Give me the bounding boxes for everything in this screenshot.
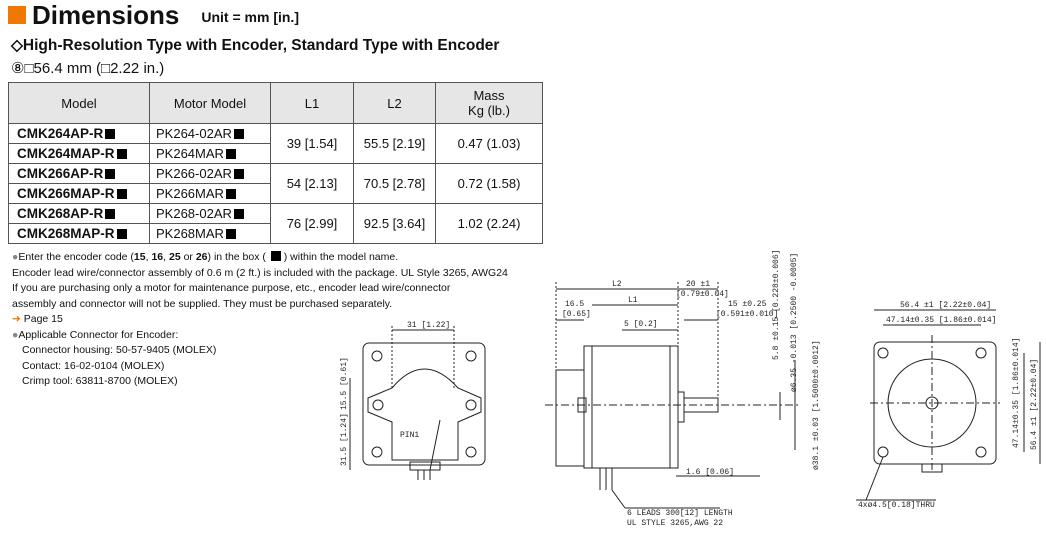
mounting-hole (878, 447, 888, 457)
dim-label: 56.4 ±1 [2.22±0.04] (900, 301, 992, 310)
note-encoder-code: ●Enter the encoder code (15, 16, 25 or 26) in the box ( ) within the model name. (12, 251, 399, 263)
encoder-body (556, 370, 584, 466)
dim-label: 31.5 [1.24] (340, 413, 349, 466)
holes-label: 4xø4.5[0.18]THRU (858, 501, 935, 510)
l1-cell: 39 [1.54] (271, 124, 354, 164)
dim-label: 16.5 (565, 300, 585, 309)
col-l2: L2 (354, 83, 436, 124)
dim-label: 15.5 [0.61] (340, 357, 349, 410)
note-purchase-1: If you are purchasing only a motor for maintenance purpose, etc., encoder lead wire/connector (12, 282, 451, 294)
mass-cell: 0.47 (1.03) (436, 124, 543, 164)
dim-label: [0.65] (562, 310, 591, 319)
col-model: Model (9, 83, 150, 124)
connector-crimp-tool: Crimp tool: 63811-8700 (MOLEX) (22, 375, 178, 387)
mounting-hole (466, 351, 476, 361)
mounting-hole (878, 348, 888, 358)
motor-cell: PK264MAR (150, 144, 271, 164)
mass-cell: 1.02 (2.24) (436, 204, 543, 244)
dim-label: L2 (612, 280, 622, 289)
dim-label: 5 [0.2] (624, 320, 658, 329)
arrow-right-icon: ➜ (12, 313, 21, 325)
col-l1: L1 (271, 83, 354, 124)
rear-flange (363, 343, 485, 465)
pin-label: PIN1 (400, 431, 420, 440)
l2-cell: 70.5 [2.78] (354, 164, 436, 204)
col-motor-model: Motor Model (150, 83, 271, 124)
page-title: Dimensions (32, 0, 180, 30)
dim-label: ø38.1 ±0.03 [1.5000±0.0012] (812, 340, 821, 470)
leader-line (866, 457, 883, 500)
motor-cell: PK266MAR (150, 184, 271, 204)
motor-cell: PK266-02AR (150, 164, 271, 184)
model-cell: CMK264AP-R (9, 124, 150, 144)
dim-label: 20 ±1 (686, 280, 711, 289)
side-view (545, 250, 821, 528)
model-cell: CMK266MAP-R (9, 184, 150, 204)
mounting-hole (372, 447, 382, 457)
dim-label: 31 [1.22] (407, 321, 451, 330)
model-cell: CMK268MAP-R (9, 224, 150, 244)
mounting-hole (372, 351, 382, 361)
encoder-housing (368, 369, 481, 460)
page-link[interactable]: ➜ Page 15 (12, 313, 63, 325)
l1-cell: 76 [2.99] (271, 204, 354, 244)
frame-size-label: ⑧□56.4 mm (□2.22 in.) (11, 60, 165, 77)
l1-cell: 54 [2.13] (271, 164, 354, 204)
dim-label: 1.6 [0.06] (686, 468, 735, 477)
l2-cell: 55.5 [2.19] (354, 124, 436, 164)
note-purchase-2: assembly and connector will not be supplied. They must be purchased separately. (12, 297, 393, 310)
screw-icon (466, 400, 476, 410)
pilot (678, 392, 684, 422)
leads-label: 6 LEADS 300[12] LENGTH (627, 509, 733, 518)
mounting-hole (976, 348, 986, 358)
dim-label: 5.8 ±0.15 [0.228±0.006] (772, 249, 781, 360)
model-cell: CMK264MAP-R (9, 144, 150, 164)
dim-label: ø6.35 -0.013 [0.2500 -0.0005] (790, 252, 799, 392)
dim-label: [0.591±0.010] (716, 310, 779, 319)
bullet-icon: ● (12, 328, 19, 341)
l2-cell: 92.5 [3.64] (354, 204, 436, 244)
dim-label: 47.14±0.35 [1.86±0.014] (1012, 337, 1021, 448)
mounting-hole (466, 447, 476, 457)
connector-housing: Connector housing: 50-57-9405 (MOLEX) (22, 344, 217, 356)
leads-label: UL STYLE 3265,AWG 22 (627, 519, 724, 528)
dim-label: L1 (628, 296, 638, 305)
motor-cell: PK268-02AR (150, 204, 271, 224)
screw-icon (373, 400, 383, 410)
connector-contact: Contact: 16-02-0104 (MOLEX) (22, 359, 165, 372)
connector (410, 462, 440, 470)
mass-cell: 0.72 (1.58) (436, 164, 543, 204)
mounting-hole (976, 447, 986, 457)
leader-line (612, 490, 625, 508)
unit-label: Unit = mm [in.] (201, 9, 299, 25)
dim-label: 47.14±0.35 [1.86±0.014] (886, 316, 997, 325)
section-subtitle: ◇High-Resolution Type with Encoder, Standard Type with Encoder (11, 37, 500, 54)
note-connector: ●Applicable Connector for Encoder: (12, 328, 179, 341)
col-mass: Mass Kg (lb.) (436, 83, 543, 124)
motor-cell: PK268MAR (150, 224, 271, 244)
motor-cell: PK264-02AR (150, 124, 271, 144)
model-cell: CMK266AP-R (9, 164, 150, 184)
bullet-icon: ● (12, 251, 19, 263)
note-lead-wire: Encoder lead wire/connector assembly of 0.6 m (2 ft.) is included with the package. UL Style 3265, AWG24 (12, 266, 508, 279)
dim-label: [0.79±0.04] (676, 290, 729, 299)
dim-label: 15 ±0.25 (728, 300, 767, 309)
front-view (856, 301, 1040, 510)
motor-body (584, 346, 678, 468)
rear-view (340, 321, 485, 480)
model-cell: CMK268AP-R (9, 204, 150, 224)
dim-label: 56.4 ±1 [2.22±0.04] (1030, 358, 1039, 450)
